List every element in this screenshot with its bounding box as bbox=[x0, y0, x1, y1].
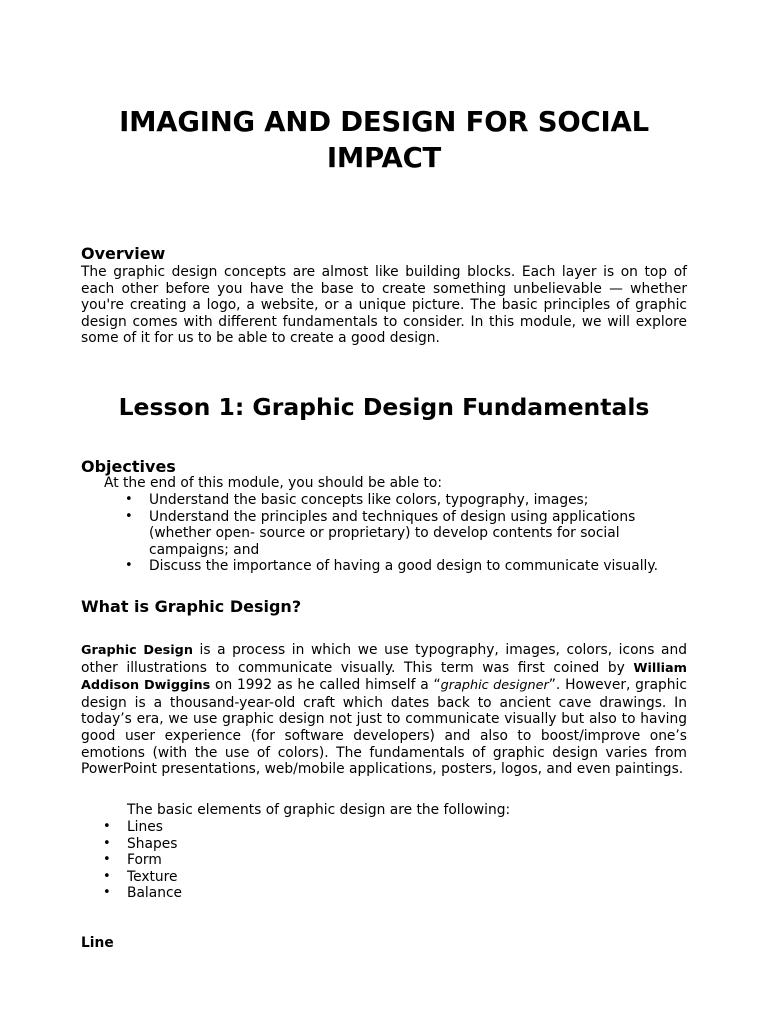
bullet-icon: • bbox=[125, 508, 133, 524]
quoted-term: graphic designer bbox=[440, 678, 549, 694]
objectives-intro: At the end of this module, you should be able to: bbox=[104, 475, 442, 491]
term-graphic-design: Graphic Design bbox=[81, 643, 193, 658]
objectives-heading: Objectives bbox=[81, 457, 176, 476]
list-item bbox=[125, 492, 669, 509]
objectives-list bbox=[125, 492, 669, 575]
bullet-icon: • bbox=[103, 852, 111, 868]
element-text: Shapes bbox=[127, 835, 178, 852]
objective-text: Discuss the importance of having a good design to communicate visually. bbox=[149, 558, 658, 575]
list-item bbox=[103, 852, 427, 869]
bullet-icon: • bbox=[125, 492, 133, 507]
bullet-icon: • bbox=[103, 885, 111, 901]
overview-paragraph: The graphic design concepts are almost like building blocks. Each layer is on top of each other before you have the base to create something unbelievable — whether you're creating a logo, a website, or a unique picture. The basic principles of graphic design comes with different fundamentals to consider. In this module, we will explore some of it for us to be able to create a good design. bbox=[81, 264, 687, 347]
elements-intro: The basic elements of graphic design are the following: bbox=[127, 802, 511, 818]
list-item bbox=[103, 868, 427, 886]
line-heading: Line bbox=[81, 935, 114, 951]
bullet-icon: • bbox=[125, 558, 133, 574]
paragraph-text: is a process in which we use typography, images, colors, icons and other illustrations to communicate visually. This term was first coined by bbox=[81, 642, 687, 676]
list-item bbox=[125, 558, 669, 575]
overview-heading: Overview bbox=[81, 244, 166, 263]
what-is-heading: What is Graphic Design? bbox=[81, 597, 302, 616]
bullet-icon: • bbox=[103, 868, 111, 884]
element-text: Texture bbox=[127, 868, 178, 885]
element-text: Lines bbox=[127, 819, 163, 835]
paragraph-text: on 1992 as he called himself a “ bbox=[210, 677, 441, 694]
bullet-icon: • bbox=[103, 819, 111, 834]
graphic-design-paragraph bbox=[81, 642, 687, 778]
element-text: Balance bbox=[127, 885, 183, 902]
list-item bbox=[125, 508, 669, 559]
list-item bbox=[103, 885, 427, 902]
title-line-2: IMPACT bbox=[326, 142, 442, 174]
list-item bbox=[103, 819, 427, 836]
document-title bbox=[0, 104, 768, 176]
list-item bbox=[103, 835, 427, 853]
objective-text: Understand the basic concepts like colors, typography, images; bbox=[149, 492, 589, 508]
elements-list bbox=[103, 819, 427, 902]
element-text: Form bbox=[127, 852, 162, 869]
lesson-title: Lesson 1: Graphic Design Fundamentals bbox=[118, 393, 650, 421]
objective-text: Understand the principles and techniques of design using applications (whether open- source or proprietary) to develop contents for social campaigns; and bbox=[149, 508, 636, 558]
title-line-1: IMAGING AND DESIGN FOR SOCIAL bbox=[119, 106, 649, 138]
bullet-icon: • bbox=[103, 835, 111, 851]
paragraph-text: ”. However, graphic design is a thousand-year-old craft which dates back to ancient cave drawings. In today’s era, we use graphic design not just to communicate visually but also to having good user experience (for software developers) and also to boost/improve one’s emotions (with the use of colors). The fundamentals of graphic design varies from PowerPoint presentations, web/mobile applications, posters, logos, and even paintings. bbox=[81, 677, 687, 778]
person-name: William Addison Dwiggins bbox=[81, 660, 687, 694]
